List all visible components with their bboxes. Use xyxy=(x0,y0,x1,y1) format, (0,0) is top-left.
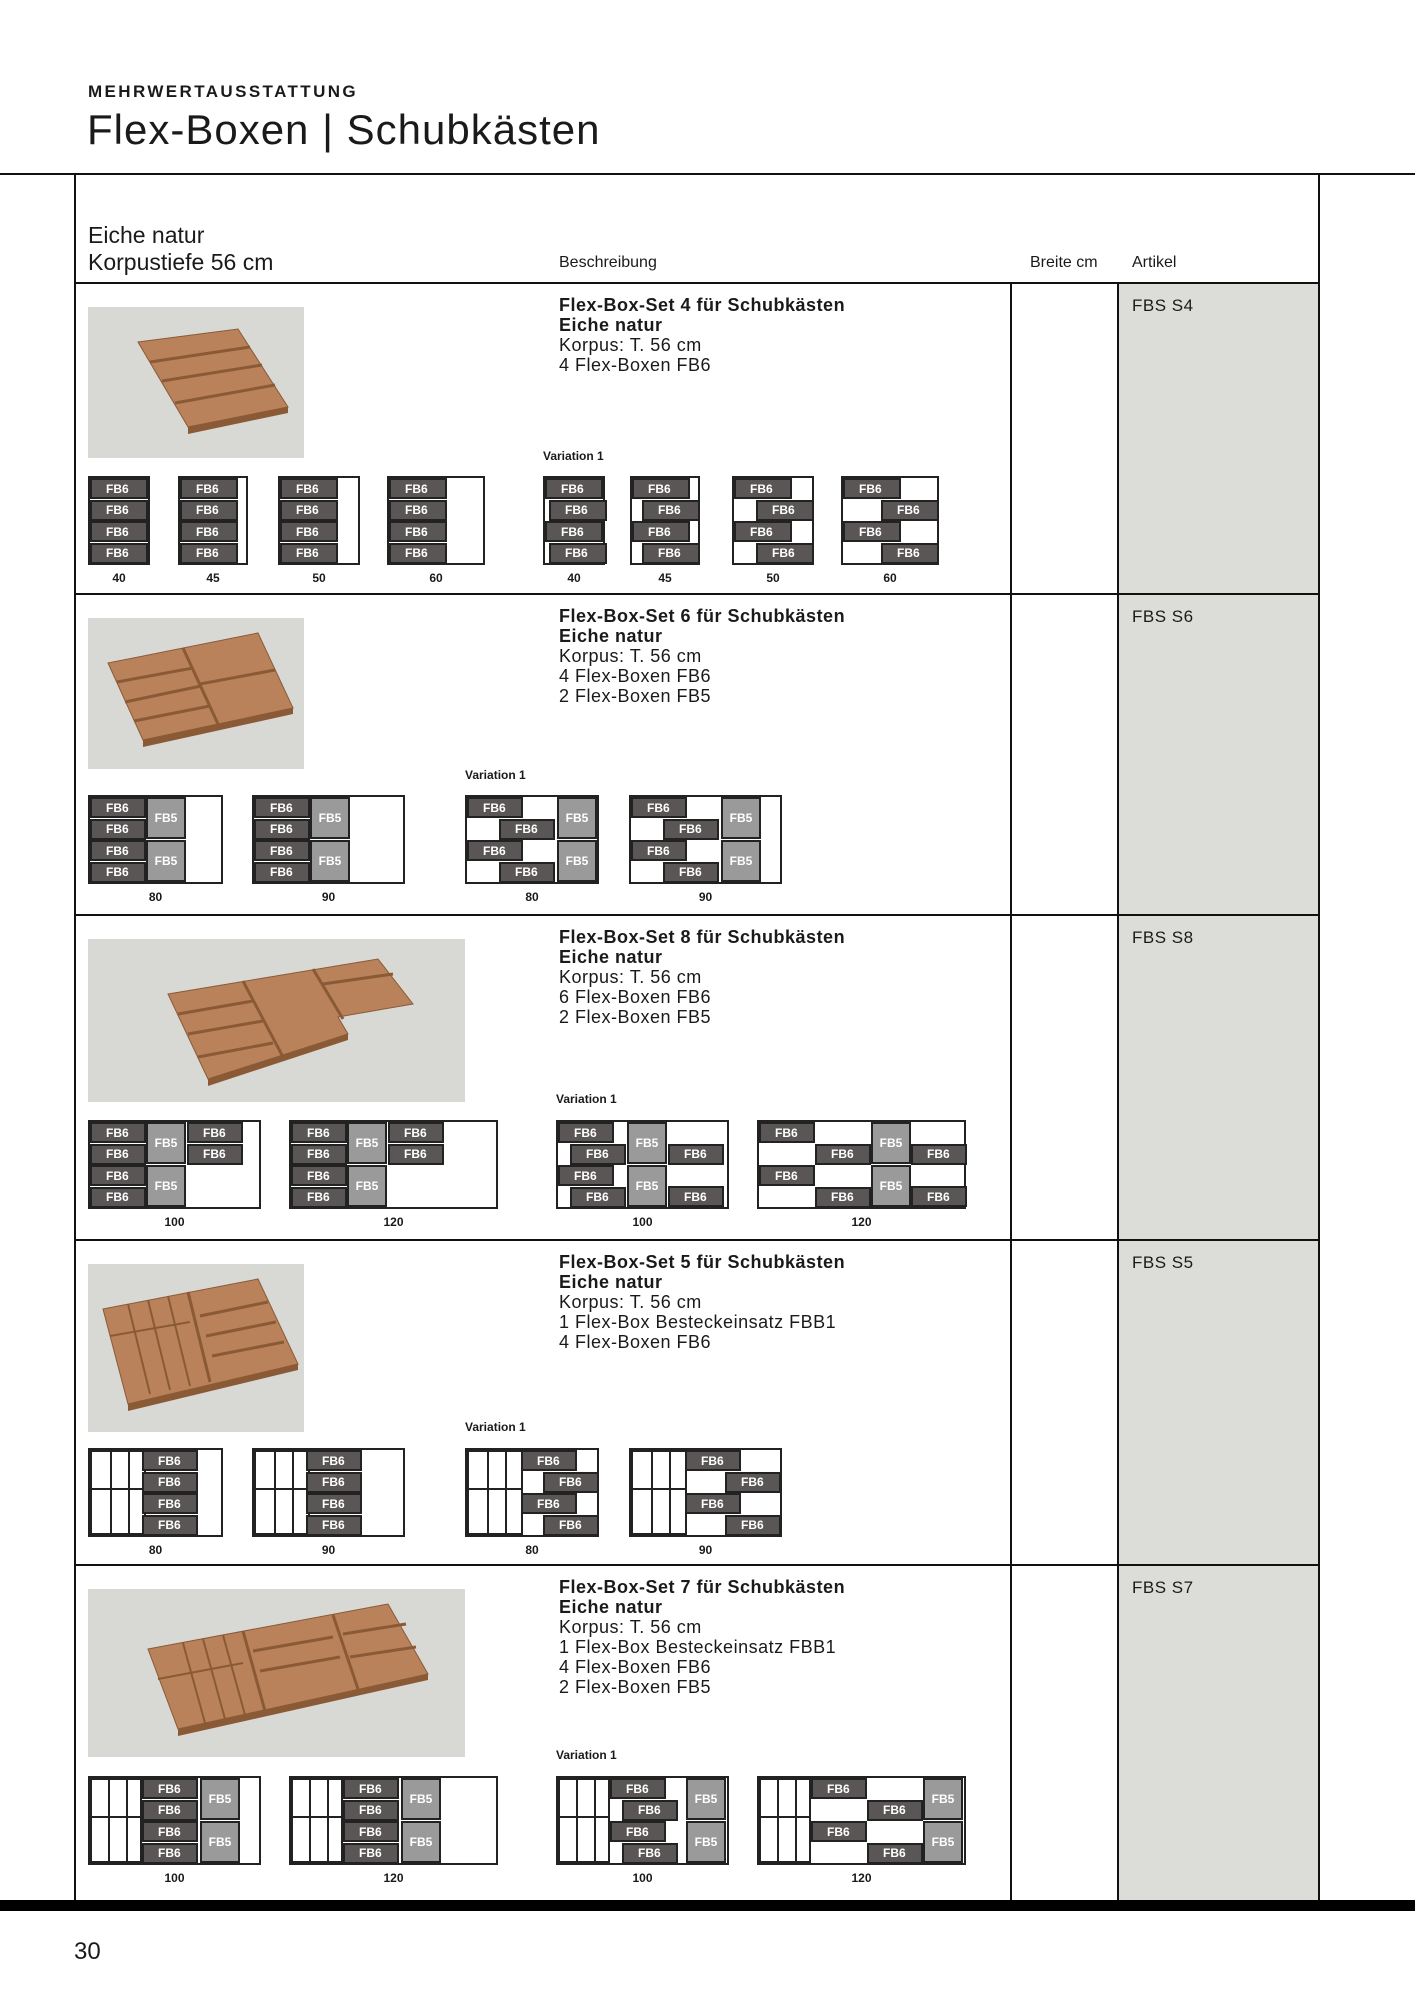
fb6-box: FB6 xyxy=(467,840,523,861)
fb5-box: FB5 xyxy=(347,1122,387,1164)
fb6-box: FB6 xyxy=(389,543,447,564)
article-number: FBS S7 xyxy=(1132,1578,1194,1597)
col-divider-width xyxy=(1010,283,1012,1900)
product-line: Korpus: T. 56 cm xyxy=(559,646,702,666)
variation-label: Variation 1 xyxy=(556,1748,617,1762)
fb5-box: FB5 xyxy=(310,797,350,839)
fbb1-cutlery-insert xyxy=(759,1778,811,1863)
fb6-box: FB6 xyxy=(521,1450,577,1471)
fb6-box: FB6 xyxy=(280,543,338,564)
row-description xyxy=(559,1252,845,1352)
col-head-description: Beschreibung xyxy=(559,254,657,271)
drawer-diagram xyxy=(88,1776,261,1865)
fb6-box: FB6 xyxy=(610,1778,666,1799)
fb6-box: FB6 xyxy=(306,1493,362,1514)
fb5-box: FB5 xyxy=(310,840,350,882)
row-divider xyxy=(74,593,1320,595)
fb5-box: FB5 xyxy=(146,797,186,839)
drawer-insert-illustration xyxy=(168,959,413,1086)
product-line: 1 Flex-Box Besteckeinsatz FBB1 xyxy=(559,1312,837,1332)
fb6-box: FB6 xyxy=(90,500,148,521)
fb6-box: FB6 xyxy=(280,500,338,521)
fb6-box: FB6 xyxy=(90,797,146,818)
fb6-box: FB6 xyxy=(545,478,603,499)
fb6-box: FB6 xyxy=(668,1186,724,1207)
product-line: 6 Flex-Boxen FB6 xyxy=(559,987,712,1007)
fb6-box: FB6 xyxy=(388,1122,444,1143)
fb6-box: FB6 xyxy=(543,1472,599,1493)
fb6-box: FB6 xyxy=(843,521,901,542)
fb5-box: FB5 xyxy=(627,1165,667,1207)
fb6-box: FB6 xyxy=(756,543,814,564)
fb5-box: FB5 xyxy=(146,1122,186,1164)
drawer-diagram xyxy=(252,1448,405,1537)
drawer-diagram xyxy=(252,795,405,884)
fb5-box: FB5 xyxy=(200,1821,240,1863)
article-number: FBS S4 xyxy=(1132,296,1194,315)
fb5-box: FB5 xyxy=(401,1778,441,1820)
fb6-box: FB6 xyxy=(180,521,238,542)
fb6-box: FB6 xyxy=(388,1144,444,1165)
product-line: Korpus: T. 56 cm xyxy=(559,967,702,987)
product-line: Korpus: T. 56 cm xyxy=(559,1617,702,1637)
product-subtitle: Eiche natur xyxy=(559,315,663,335)
material-label: Eiche natur xyxy=(88,222,205,248)
width-label: 50 xyxy=(312,571,326,585)
product-title: Flex-Box-Set 7 für Schubkästen xyxy=(559,1577,846,1597)
table-header-left xyxy=(88,222,273,276)
drawer-diagram xyxy=(556,1776,729,1865)
width-label: 45 xyxy=(658,571,672,585)
variation-label: Variation 1 xyxy=(543,449,604,463)
fb6-box: FB6 xyxy=(570,1187,626,1208)
fb6-box: FB6 xyxy=(280,478,338,499)
width-label: 120 xyxy=(383,1871,404,1885)
fb6-box: FB6 xyxy=(725,1515,781,1536)
row-description xyxy=(559,295,845,375)
width-label: 60 xyxy=(883,571,897,585)
width-label: 80 xyxy=(525,1543,539,1557)
fb6-box: FB6 xyxy=(291,1144,347,1165)
fb6-box: FB6 xyxy=(911,1144,967,1165)
product-photo xyxy=(88,1589,465,1757)
fb6-box: FB6 xyxy=(549,543,607,564)
fb6-box: FB6 xyxy=(291,1187,347,1208)
fbb1-cutlery-insert xyxy=(90,1778,142,1863)
drawer-diagram xyxy=(757,1776,966,1865)
fb5-box: FB5 xyxy=(557,840,597,882)
fb6-box: FB6 xyxy=(610,1821,666,1842)
fb6-box: FB6 xyxy=(811,1778,867,1799)
fb6-box: FB6 xyxy=(543,1515,599,1536)
fb6-box: FB6 xyxy=(90,478,148,499)
fb6-box: FB6 xyxy=(254,819,310,840)
fb5-box: FB5 xyxy=(871,1165,911,1207)
fb5-box: FB5 xyxy=(923,1821,963,1863)
drawer-diagram xyxy=(629,795,782,884)
width-label: 100 xyxy=(164,1215,185,1229)
fb6-box: FB6 xyxy=(668,1144,724,1165)
fbb1-cutlery-insert xyxy=(291,1778,343,1863)
fb6-box: FB6 xyxy=(180,500,238,521)
fb5-box: FB5 xyxy=(146,840,186,882)
fb6-box: FB6 xyxy=(389,478,447,499)
fb6-box: FB6 xyxy=(306,1515,362,1536)
fb6-box: FB6 xyxy=(180,478,238,499)
drawer-diagram xyxy=(88,795,223,884)
fb6-box: FB6 xyxy=(558,1165,614,1186)
width-label: 90 xyxy=(698,1543,713,1557)
fb6-box: FB6 xyxy=(280,521,338,542)
width-label: 40 xyxy=(567,571,581,585)
product-title: Flex-Box-Set 6 für Schubkästen xyxy=(559,606,846,626)
drawer-diagram xyxy=(556,1120,729,1209)
product-photo xyxy=(88,307,304,458)
fb6-box: FB6 xyxy=(631,840,687,861)
product-line: Korpus: T. 56 cm xyxy=(559,335,702,355)
fb5-box: FB5 xyxy=(686,1821,726,1863)
col-divider-article xyxy=(1117,283,1119,1900)
fb6-box: FB6 xyxy=(90,1122,146,1143)
depth-label: Korpustiefe 56 cm xyxy=(88,249,274,275)
drawer-insert-illustration xyxy=(138,329,288,434)
fbb1-cutlery-insert xyxy=(90,1450,146,1535)
fb6-box: FB6 xyxy=(306,1472,362,1493)
product-title: Flex-Box-Set 4 für Schubkästen xyxy=(559,295,846,315)
fb5-box: FB5 xyxy=(627,1122,667,1164)
fb6-box: FB6 xyxy=(90,1187,146,1208)
width-label: 120 xyxy=(383,1215,404,1229)
table-header-rule xyxy=(74,282,1320,284)
fb6-box: FB6 xyxy=(291,1122,347,1143)
row-description xyxy=(559,606,845,706)
width-label: 100 xyxy=(632,1871,653,1885)
fb6-box: FB6 xyxy=(142,1778,198,1799)
drawer-diagram xyxy=(841,476,939,565)
fb5-box: FB5 xyxy=(923,1778,963,1820)
fb6-box: FB6 xyxy=(759,1165,815,1186)
width-label: 90 xyxy=(698,890,713,904)
row-description xyxy=(559,1577,845,1697)
fb6-box: FB6 xyxy=(549,500,607,521)
row-divider xyxy=(74,1564,1320,1566)
fb6-box: FB6 xyxy=(142,1843,198,1864)
product-line: 4 Flex-Boxen FB6 xyxy=(559,666,712,686)
fb5-box: FB5 xyxy=(200,1778,240,1820)
fb6-box: FB6 xyxy=(642,500,700,521)
fb6-box: FB6 xyxy=(90,543,148,564)
product-photo xyxy=(88,939,465,1102)
width-label: 120 xyxy=(851,1215,872,1229)
fb6-box: FB6 xyxy=(389,521,447,542)
fb6-box: FB6 xyxy=(734,521,792,542)
fb6-box: FB6 xyxy=(142,1821,198,1842)
fb6-box: FB6 xyxy=(570,1144,626,1165)
drawer-diagram xyxy=(732,476,814,565)
fb5-box: FB5 xyxy=(721,840,761,882)
drawer-diagram xyxy=(629,1448,782,1537)
fb6-box: FB6 xyxy=(815,1144,871,1165)
product-photo xyxy=(88,1264,304,1432)
fb6-box: FB6 xyxy=(521,1493,577,1514)
fb6-box: FB6 xyxy=(911,1186,967,1207)
product-line: Korpus: T. 56 cm xyxy=(559,1292,702,1312)
fb6-box: FB6 xyxy=(881,543,939,564)
fbb1-cutlery-insert xyxy=(467,1450,523,1535)
variation-label: Variation 1 xyxy=(556,1092,617,1106)
product-photo xyxy=(88,618,304,769)
fb6-box: FB6 xyxy=(663,862,719,883)
fb5-box: FB5 xyxy=(401,1821,441,1863)
fb6-box: FB6 xyxy=(389,500,447,521)
fb6-box: FB6 xyxy=(815,1187,871,1208)
fb6-box: FB6 xyxy=(843,478,901,499)
drawer-diagram xyxy=(387,476,485,565)
fb6-box: FB6 xyxy=(306,1450,362,1471)
fb6-box: FB6 xyxy=(867,1800,923,1821)
width-label: 100 xyxy=(632,1215,653,1229)
row-divider xyxy=(74,1239,1320,1241)
fb6-box: FB6 xyxy=(187,1122,243,1143)
width-label: 120 xyxy=(851,1871,872,1885)
drawer-diagram xyxy=(88,1120,261,1209)
footer-rule xyxy=(0,1900,1415,1911)
fb6-box: FB6 xyxy=(254,840,310,861)
fb6-box: FB6 xyxy=(343,1843,399,1864)
article-number: FBS S6 xyxy=(1132,607,1194,626)
drawer-diagram xyxy=(88,1448,223,1537)
product-line: 4 Flex-Boxen FB6 xyxy=(559,355,712,375)
drawer-insert-illustration xyxy=(108,633,293,747)
product-title: Flex-Box-Set 8 für Schubkästen xyxy=(559,927,846,947)
fbb1-cutlery-insert xyxy=(254,1450,310,1535)
fb6-box: FB6 xyxy=(90,819,146,840)
width-label: 90 xyxy=(321,890,336,904)
page-number: 30 xyxy=(74,1938,101,1965)
fb6-box: FB6 xyxy=(622,1843,678,1864)
page-kicker: MEHRWERTAUSSTATTUNG xyxy=(88,82,359,101)
drawer-diagram xyxy=(757,1120,966,1209)
fb6-box: FB6 xyxy=(90,1144,146,1165)
fb6-box: FB6 xyxy=(499,862,555,883)
drawer-diagram xyxy=(178,476,248,565)
drawer-diagram xyxy=(289,1120,498,1209)
col-head-article: Artikel xyxy=(1132,254,1177,271)
width-label: 80 xyxy=(148,890,163,904)
drawer-diagram xyxy=(630,476,700,565)
fb6-box: FB6 xyxy=(90,840,146,861)
fb6-box: FB6 xyxy=(254,797,310,818)
fb6-box: FB6 xyxy=(811,1821,867,1842)
width-label: 50 xyxy=(766,571,780,585)
fb6-box: FB6 xyxy=(685,1450,741,1471)
product-subtitle: Eiche natur xyxy=(559,1597,663,1617)
product-line: 2 Flex-Boxen FB5 xyxy=(559,686,712,706)
drawer-diagram xyxy=(278,476,360,565)
fb6-box: FB6 xyxy=(90,1165,146,1186)
product-line: 2 Flex-Boxen FB5 xyxy=(559,1007,712,1027)
product-title: Flex-Box-Set 5 für Schubkästen xyxy=(559,1252,846,1272)
fb6-box: FB6 xyxy=(291,1165,347,1186)
fb6-box: FB6 xyxy=(725,1472,781,1493)
col-head-width: Breite cm xyxy=(1030,254,1098,271)
fb6-box: FB6 xyxy=(631,797,687,818)
width-label: 80 xyxy=(525,890,539,904)
width-label: 90 xyxy=(321,1543,336,1557)
fb6-box: FB6 xyxy=(642,543,700,564)
fb5-box: FB5 xyxy=(146,1165,186,1207)
product-line: 1 Flex-Box Besteckeinsatz FBB1 xyxy=(559,1637,837,1657)
fb6-box: FB6 xyxy=(632,521,690,542)
product-line: 4 Flex-Boxen FB6 xyxy=(559,1332,712,1352)
fb6-box: FB6 xyxy=(663,819,719,840)
fb6-box: FB6 xyxy=(142,1472,198,1493)
fb6-box: FB6 xyxy=(545,521,603,542)
drawer-insert-illustration xyxy=(148,1604,428,1736)
fb6-box: FB6 xyxy=(558,1122,614,1143)
article-number: FBS S8 xyxy=(1132,928,1194,947)
fb6-box: FB6 xyxy=(881,500,939,521)
fb5-box: FB5 xyxy=(871,1122,911,1164)
drawer-diagram xyxy=(88,476,150,565)
width-label: 40 xyxy=(112,571,126,585)
fb6-box: FB6 xyxy=(90,862,146,883)
fb5-box: FB5 xyxy=(686,1778,726,1820)
fb6-box: FB6 xyxy=(180,543,238,564)
fb6-box: FB6 xyxy=(759,1122,815,1143)
fb6-box: FB6 xyxy=(867,1843,923,1864)
row-divider xyxy=(74,914,1320,916)
page-title: Flex-Boxen | Schubkästen xyxy=(87,106,601,153)
width-label: 100 xyxy=(164,1871,185,1885)
variation-label: Variation 1 xyxy=(465,768,526,782)
width-label: 60 xyxy=(429,571,443,585)
drawer-insert-illustration xyxy=(103,1279,298,1411)
fb6-box: FB6 xyxy=(756,500,814,521)
fb6-box: FB6 xyxy=(622,1800,678,1821)
fb5-box: FB5 xyxy=(557,797,597,839)
fb6-box: FB6 xyxy=(499,819,555,840)
row-description xyxy=(559,927,845,1027)
fb6-box: FB6 xyxy=(142,1800,198,1821)
fb6-box: FB6 xyxy=(343,1800,399,1821)
fb6-box: FB6 xyxy=(467,797,523,818)
fb5-box: FB5 xyxy=(347,1165,387,1207)
product-line: 2 Flex-Boxen FB5 xyxy=(559,1677,712,1697)
product-line: 4 Flex-Boxen FB6 xyxy=(559,1657,712,1677)
fb6-box: FB6 xyxy=(343,1821,399,1842)
fb6-box: FB6 xyxy=(142,1515,198,1536)
fb5-box: FB5 xyxy=(721,797,761,839)
fb6-box: FB6 xyxy=(734,478,792,499)
fb6-box: FB6 xyxy=(142,1450,198,1471)
drawer-diagram xyxy=(465,795,599,884)
drawer-diagram xyxy=(465,1448,599,1537)
fbb1-cutlery-insert xyxy=(558,1778,610,1863)
product-subtitle: Eiche natur xyxy=(559,947,663,967)
fb6-box: FB6 xyxy=(90,521,148,542)
product-subtitle: Eiche natur xyxy=(559,1272,663,1292)
fb6-box: FB6 xyxy=(187,1144,243,1165)
product-subtitle: Eiche natur xyxy=(559,626,663,646)
fb6-box: FB6 xyxy=(142,1493,198,1514)
drawer-diagram xyxy=(543,476,605,565)
fb6-box: FB6 xyxy=(343,1778,399,1799)
width-label: 80 xyxy=(148,1543,163,1557)
drawer-diagram xyxy=(289,1776,498,1865)
fb6-box: FB6 xyxy=(254,862,310,883)
article-number: FBS S5 xyxy=(1132,1253,1194,1272)
fbb1-cutlery-insert xyxy=(631,1450,687,1535)
fb6-box: FB6 xyxy=(632,478,690,499)
fb6-box: FB6 xyxy=(685,1493,741,1514)
variation-label: Variation 1 xyxy=(465,1420,526,1434)
width-label: 45 xyxy=(206,571,220,585)
